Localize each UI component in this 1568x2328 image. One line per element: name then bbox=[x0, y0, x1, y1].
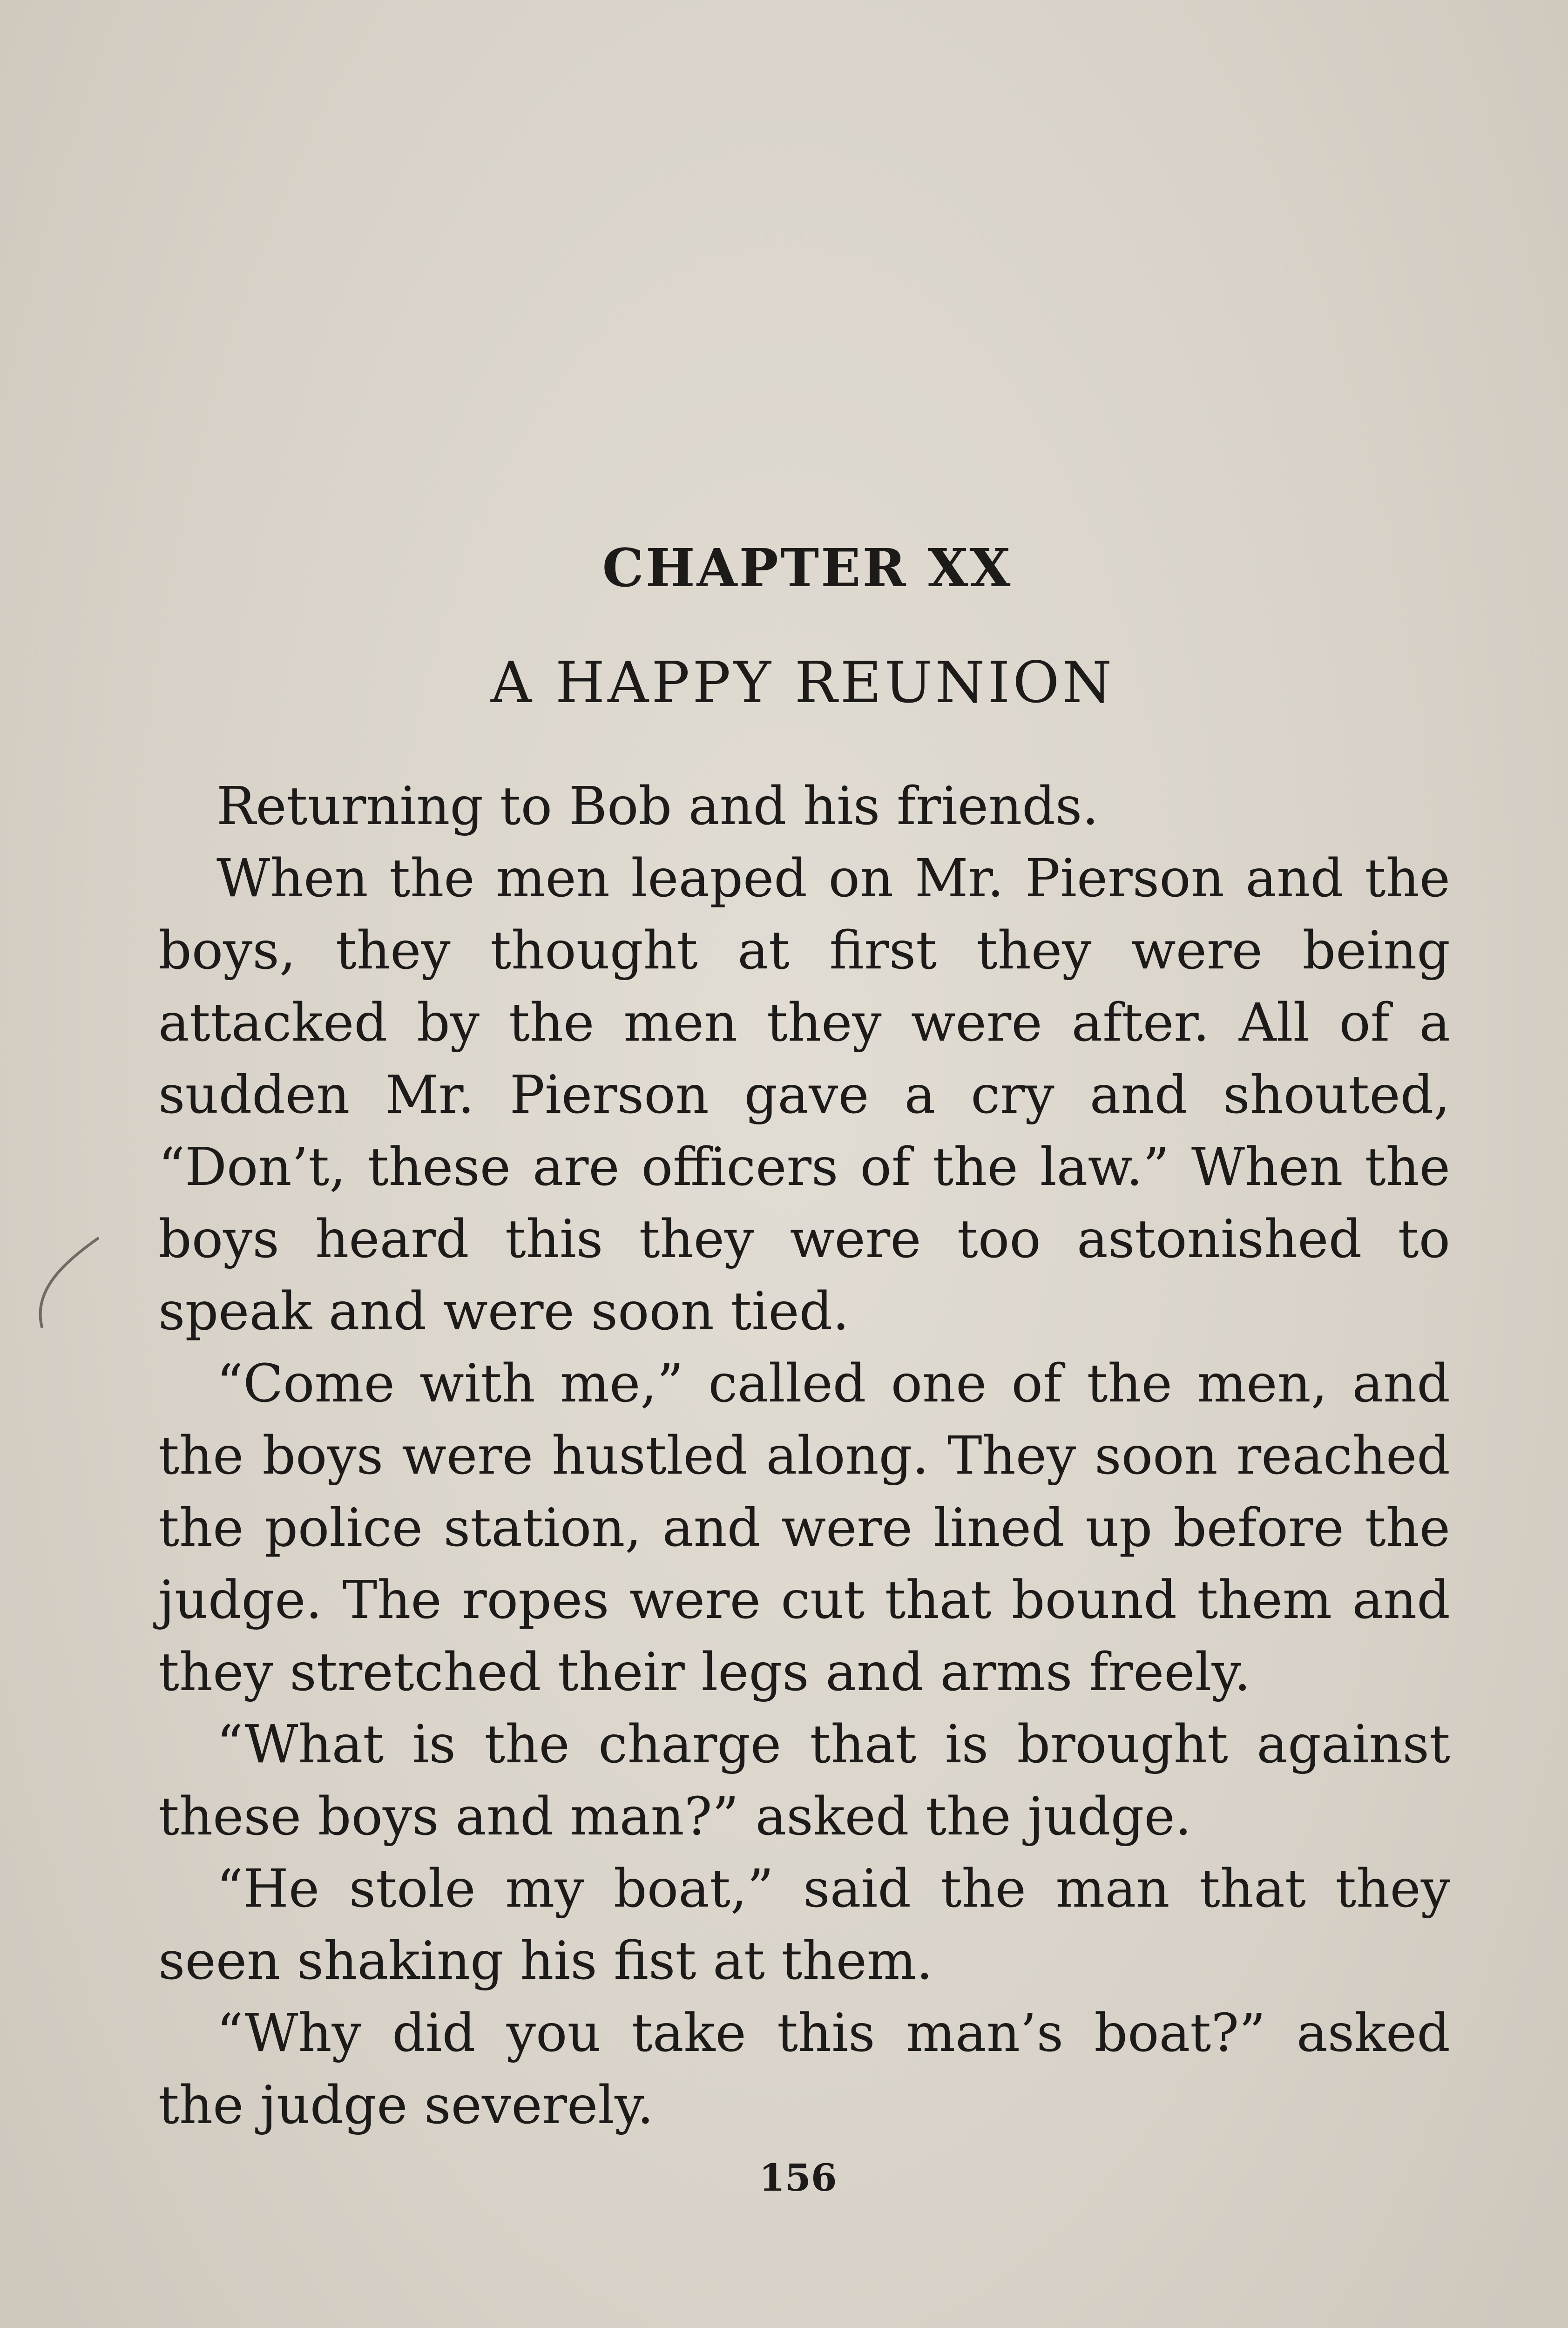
paragraph: “Why did you take this man’s boat?” asked the judge severely. bbox=[158, 2003, 1450, 2136]
chapter-number: CHAPTER XX bbox=[602, 538, 1013, 599]
paragraph: When the men leaped on Mr. Pierson and the boys, they thought at first they were being attacked by the men they were after. All of a sudden Mr. Pierson gave a cry and shouted, “Don’t, these are officers of the law.” When the boys heard this they were too astonished to speak and were soon tied. bbox=[158, 848, 1450, 1342]
chapter-body bbox=[158, 771, 1450, 2142]
paragraph: “What is the charge that is brought against these boys and man?” asked the judge. bbox=[158, 1714, 1450, 1847]
page-number: 156 bbox=[759, 2156, 837, 2199]
chapter-title: A HAPPY REUNION bbox=[490, 650, 1115, 716]
paragraph: Returning to Bob and his friends. bbox=[216, 776, 1099, 837]
pencil-mark bbox=[28, 1234, 102, 1336]
paragraph: “Come with me,” called one of the men, and the boys were hustled along. They soon reached the police station, and were lined up before the judge. The ropes were cut that bound them and they stretched their legs and arms freely. bbox=[158, 1353, 1450, 1703]
paragraph: “He stole my boat,” said the man that they seen shaking his fist at them. bbox=[158, 1859, 1450, 1991]
